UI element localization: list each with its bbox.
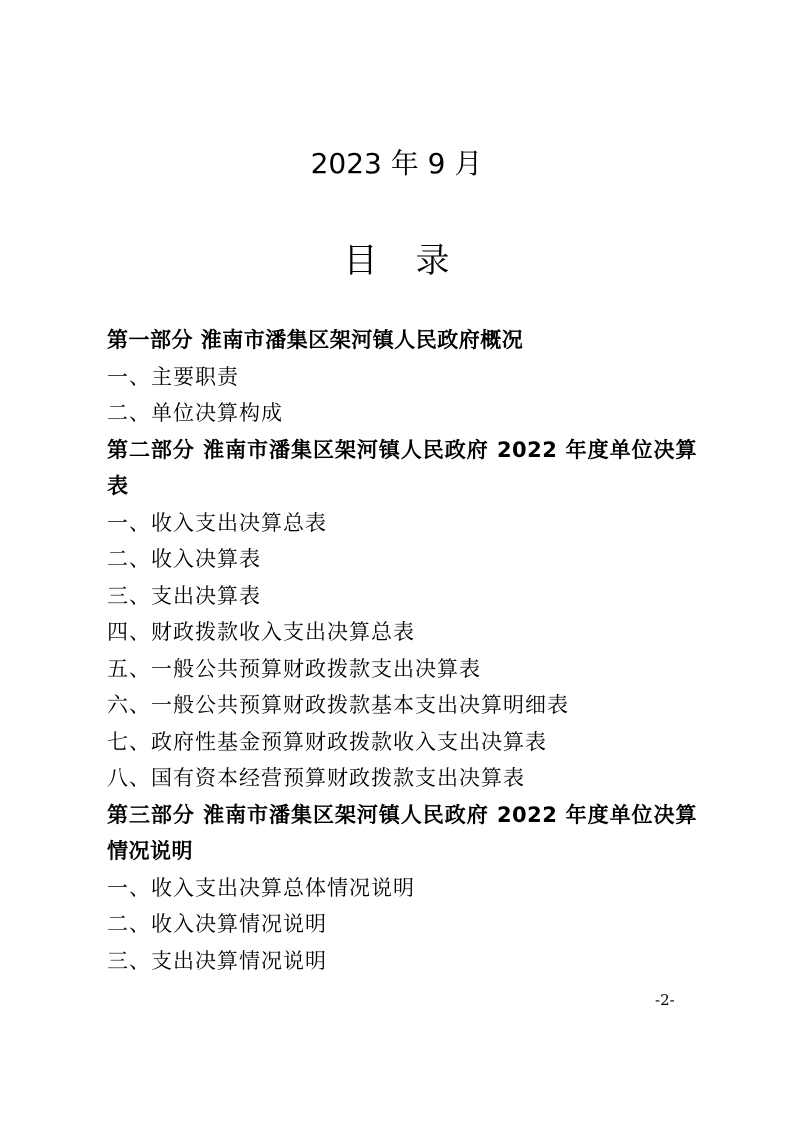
toc-item: 五、一般公共预算财政拨款支出决算表 (107, 656, 481, 681)
toc-item: 一、主要职责 (107, 364, 239, 389)
toc-part-heading: 第二部分 淮南市潘集区架河镇人民政府 2022 年度单位决算表 (107, 437, 697, 498)
toc-item: 一、收入支出决算总表 (107, 510, 327, 535)
toc-item: 八、国有资本经营预算财政拨款支出决算表 (107, 766, 525, 790)
toc-section-1 (107, 322, 697, 432)
toc-section-2 (107, 432, 697, 797)
toc-item: 二、收入决算表 (107, 547, 261, 571)
toc-item: 二、收入决算情况说明 (107, 912, 327, 936)
toc-part-heading: 第三部分 淮南市潘集区架河镇人民政府 2022 年度单位决算情况说明 (107, 802, 697, 863)
toc-item: 三、支出决算情况说明 (107, 948, 327, 973)
toc-section-3 (107, 797, 697, 980)
toc-item: 六、一般公共预算财政拨款基本支出决算明细表 (107, 693, 569, 717)
toc-item: 四、财政拨款收入支出决算总表 (107, 620, 415, 644)
toc-part-heading: 第一部分 淮南市潘集区架河镇人民政府概况 (107, 328, 524, 352)
toc-item: 三、支出决算表 (107, 583, 261, 608)
page-number: -2- (655, 991, 675, 1009)
toc-item: 二、单位决算构成 (107, 401, 283, 425)
toc-item: 七、政府性基金预算财政拨款收入支出决算表 (107, 729, 547, 754)
toc-item: 一、收入支出决算总体情况说明 (107, 875, 415, 900)
toc-title: 目录 (343, 241, 488, 281)
table-of-contents (107, 322, 697, 979)
document-date: 2023 年 9 月 (310, 147, 483, 180)
